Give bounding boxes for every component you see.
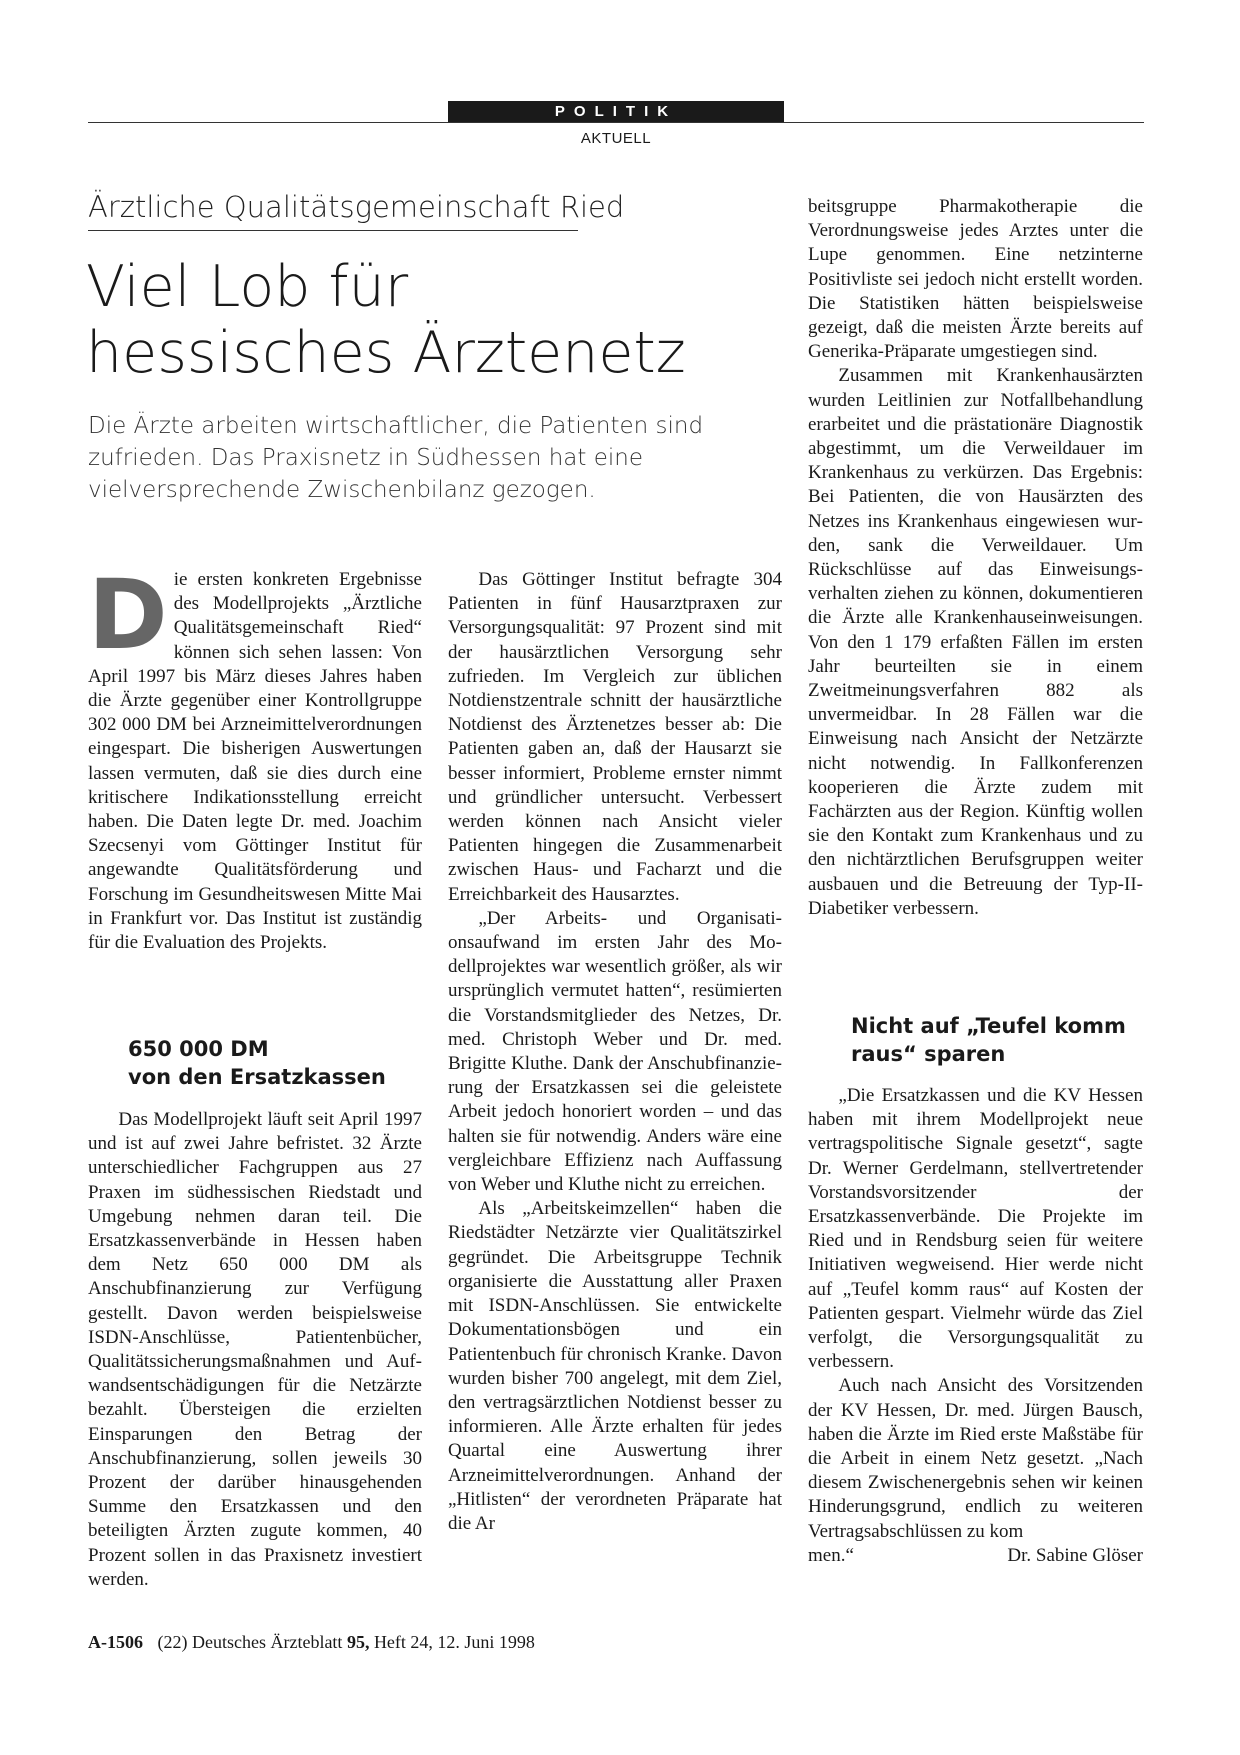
column-2 [448, 568, 782, 1536]
author-name: Dr. Sabine Glöser [1007, 1544, 1143, 1566]
article-headline [86, 254, 706, 386]
citation-post: Heft 24, 12. Juni 1998 [373, 1632, 535, 1652]
closing-text: men.“ [808, 1544, 854, 1566]
subheading-1-line-1: 650 000 DM [128, 1037, 269, 1061]
paragraph: Als „Arbeitskeimzellen“ haben die Riedstädter Netzärzte vier Qualitätszirkel gegründet. Die Arbeitsgruppe Technik organisierte die Ausstattung aller Praxen mit ISDN-Anschlüssen. Sie entwickelte Dokumentationsbögen und ein Patientenbuch für chronisch Kranke. Davon wurden bisher 700 angelegt, mit dem Ziel, den vertragsärztlichen Notdienst besser zu informieren. Alle Ärzte erhalten für jedes Quartal eine Auswertung ihrer Arzneimittelverordnungen. Anhand der „Hitlisten“ der verordneten Präparate hat die Ar [448, 1198, 782, 1534]
header-rule [88, 122, 1144, 123]
page-footer [88, 1632, 788, 1653]
column-3-top [808, 195, 1143, 921]
subheading-2 [851, 1012, 1141, 1068]
column-3-bottom [808, 1084, 1143, 1568]
paragraph: „Der Arbeits- und Organisationsaufwand im ersten Jahr des Modellprojektes war wesentlich größer, als wir ursprünglich vermutet hatten“, resümierten die Vorstandsmitglieder des Netzes, Dr. med. Christoph Weber und Dr. med. Brigitte Kluthe. Dank der Anschubfinanzierung der Ersatzkassen sei die geleistete Arbeit jedoch honoriert worden – und das halten sie für notwendig. Anders wäre eine vergleichbare Effizienz nach Auffassung von Weber und Kluthe nicht zu erreichen. [448, 907, 782, 1196]
article-kicker: Ärztliche Qualitätsgemeinschaft Ried [88, 190, 578, 231]
headline-line-2: hessisches Ärztenetz [86, 320, 686, 386]
paragraph: „Die Ersatzkassen und die KV Hessen haben mit ihrem Modellprojekt neue vertragspolitische Signale gesetzt“, sagte Dr. Werner Gerdelmann, stellvertretender Vorstandsvorsitzender der Ersatzkassenverbände. Die Projekte im Ried und in Rendsburg seien für weitere Initiativen wegweisend. Hier werde nicht auf „Teufel komm raus“ auf Kosten der Patienten gespart. Vielmehr würde das Ziel verfolgt, die Versorgungsqualität zu verbessern. [808, 1085, 1143, 1373]
subheading-2-line-2: raus“ sparen [851, 1042, 1006, 1066]
subsection-label: AKTUELL [580, 130, 652, 147]
subheading-2-line-1: Nicht auf „Teufel komm [851, 1014, 1126, 1038]
closing-line [808, 1544, 1143, 1568]
citation-pre: (22) Deutsches Ärzteblatt [157, 1632, 343, 1652]
column-1-top [88, 559, 422, 955]
paragraph: beitsgruppe Pharmakotherapie die Verordnungsweise jedes Arztes unter die Lupe genommen. Eine netzinterne Positivliste sei jedoch nicht erstellt worden. Die Statistiken hätten beispielsweise gezeigt, daß die meisten Ärzte bereits auf Generika-Präparate umgestiegen sind. [808, 196, 1143, 363]
subheading-1-line-2: von den Ersatzkassen [128, 1065, 386, 1089]
subheading-1 [128, 1035, 428, 1091]
paragraph: Zusammen mit Krankenhausärzten wurden Leitlinien zur Notfallbehandlung erarbeitet und die prästationäre Diagnostik abgestimmt, um die Verweildauer im Krankenhaus zu verkürzen. Das Ergebnis: Bei Patienten, die von Hausärzten des Netzes ins Krankenhaus eingewiesen wurden, sank die Verweildauer. Um Rückschlüsse auf das Einweisungsverhalten ziehen zu können, dokumentieren die Ärzte alle Krankenhauseinweisungen. Von den 1 179 erfaßten Fällen im ersten Jahr beurteilten sie in einem Zweitmeinungsverfahren 882 als unvermeidbar. In 28 Fällen war die Einweisung nach Ansicht der Netzärzte nicht notwendig. In Fallkonferenzen kooperieren die Ärzte zudem mit Fachärzten aus der Region. Künftig wollen sie den Kontakt zum Krankenhaus und zu den nichtärztlichen Berufsgruppen weiter ausbauen und die Betreuung der Typ-II-Diabetiker verbessern. [808, 365, 1143, 919]
citation-volume: 95, [346, 1632, 370, 1652]
article-lead: Die Ärzte arbeiten wirtschaftlicher, die Patienten sind zufrieden. Das Praxisnetz in Südhessen hat eine vielversprechende Zwischenbilanz gezogen. [88, 413, 704, 503]
paragraph [88, 559, 422, 955]
paragraph: Auch nach Ansicht des Vorsitzenden der KV Hessen, Dr. med. Jürgen Bausch, haben die Ärzte im Ried erste Maßstäbe für die Arbeit in einem Netz gesetzt. „Nach diesem Zwischenergebnis sehen wir keinen Hinderungsgrund, endlich zu weiteren Vertragsabschlüssen zu kom [808, 1375, 1143, 1542]
paragraph: Das Göttinger Institut befragte 304 Patienten in fünf Hausarztpraxen zur Versorgungsqualität: 97 Prozent sind mit der hausärztlichen Versorgung sehr zufrieden. Im Vergleich zur üblichen Notdienstzentrale schnitt der hausärztliche Notdienst des Ärztenetzes besser ab: Die Patienten gaben an, daß der Hausarzt sie besser informiert, Probleme ernster nimmt und gründlicher untersucht. Verbessert werden können nach Ansicht vieler Patienten hingegen die Zusammenarbeit zwischen Haus- und Facharzt und die Erreichbarkeit des Hausarztes. [448, 569, 782, 905]
column-1-bottom [88, 1108, 422, 1592]
page-code: A-1506 [88, 1632, 143, 1652]
headline-line-1: Viel Lob für [86, 254, 409, 320]
paragraph: Das Modellprojekt läuft seit April 1997 und ist auf zwei Jahre befristet. 32 Ärzte unterschiedlicher Fachgruppen aus 27 Praxen im südhessischen Riedstadt und Umgebung nehmen daran teil. Die Ersatzkassenverbände in Hessen haben dem Netz 650 000 DM als Anschubfinanzierung zur Verfügung gestellt. Davon werden beispielsweise ISDN-Anschlüsse, Patientenbücher, Qualitätssicherungsmaßnahmen und Aufwandsentschädigungen für die Netzärzte bezahlt. Übersteigen die erzielten Einsparungen den Betrag der Anschubfinanzierung, sollen jeweils 30 Prozent der darüber hinausgehenden Summe den Ersatzkassen und den beteiligten Ärzten zugute kommen, 40 Prozent sollen in das Praxisnetz investiert werden. [88, 1109, 422, 1590]
paragraph-text: ie ersten konkreten Ergebnisse des Modellprojekts „Ärztliche Qualitätsgemeinschaft Ried“ können sich sehen lassen: Von April 1997 bis März dieses Jahres haben die Ärzte gegenüber einer Kontrollgruppe 302 000 DM bei Arzneimittelverordnungen eingespart. Die bisherigen Auswertungen lassen vermuten, daß sie dies durch eine kritischere Indikationsstellung erreicht haben. Die Daten legte Dr. med. Joachim Szecsenyi vom Göttinger Institut für angewandte Qualitätsförderung und Forschung im Gesundheitswesen Mitte Mai in Frankfurt vor. Das Institut ist zuständig für die Evaluation des Projekts. [88, 569, 422, 954]
section-label: POLITIK [448, 101, 784, 122]
drop-cap: D [88, 559, 168, 671]
